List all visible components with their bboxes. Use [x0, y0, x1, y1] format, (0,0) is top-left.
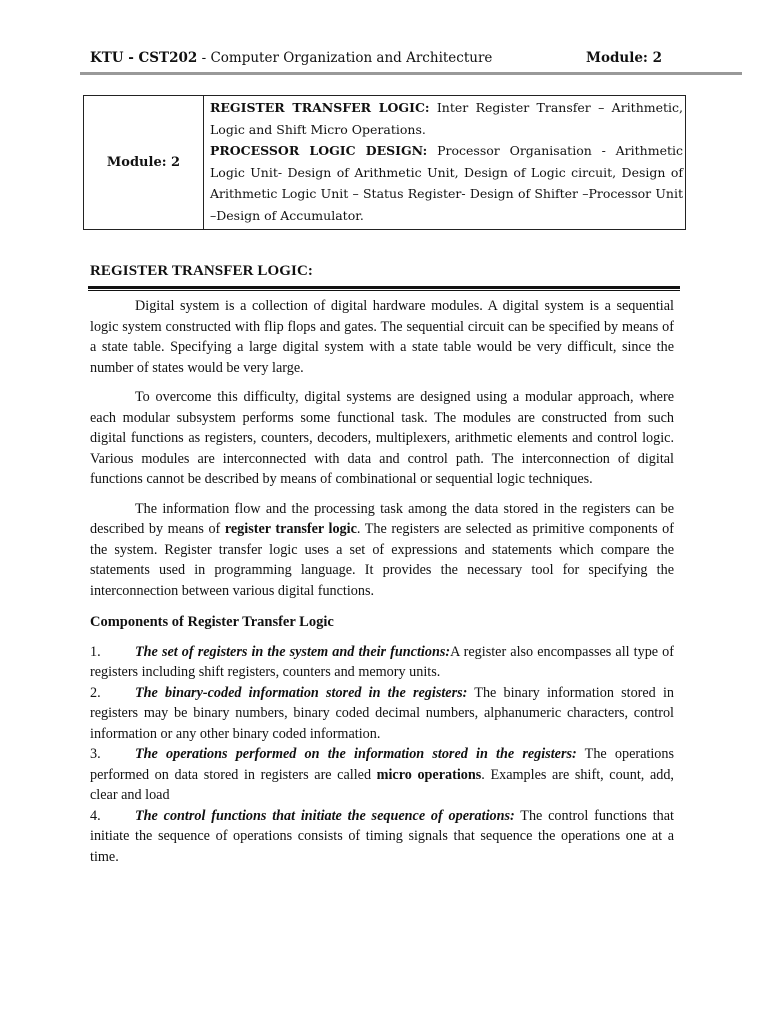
list-item-title: The binary-coded information stored in the registers:	[135, 684, 468, 701]
module-topic-1-text: Inter Register Transfer – Arithmetic, Logic and Shift Micro Operations.	[210, 100, 684, 137]
module-topic-1	[210, 97, 683, 140]
module-topic-2-heading: PROCESSOR LOGIC DESIGN:	[210, 143, 428, 158]
course-name: Computer Organization and Architecture	[210, 50, 493, 66]
components-heading: Components of Register Transfer Logic	[90, 614, 334, 630]
paragraph-1: Digital system is a collection of digital hardware modules. A digital system is a sequential logic system constructed with flip flops and gates. The sequential circuit can be specified by means of a state table. Specifying a large digital system with a state table would be very difficult, since the number of states would be very large.	[90, 298, 674, 376]
module-topic-2-text: Processor Organisation - Arithmetic Logic Unit- Design of Arithmetic Unit, Design of Logic circuit, Design of Arithmetic Logic Unit – Status Register- Design of Shifter –Processor Unit –Design of Accumulator.	[210, 143, 683, 223]
module-description-cell	[204, 96, 686, 230]
section-rule-thick	[88, 286, 680, 289]
section-rule-thin	[88, 290, 680, 291]
list-item	[90, 642, 674, 683]
document-body	[90, 296, 674, 867]
list-item-text: The binary information stored in registers may be binary numbers, binary coded decimal numbers, alphanumeric characters, control information or any other binary coded information.	[90, 684, 674, 742]
module-topic-2	[210, 140, 683, 226]
course-separator: -	[197, 50, 211, 66]
list-item	[90, 744, 674, 806]
list-item-text: The control functions that initiate the sequence of operations consists of timing signals that sequence the operations one at a time.	[90, 807, 674, 865]
paragraph-3-bold: register transfer logic	[224, 521, 357, 537]
header-module-label: Module: 2	[586, 50, 662, 66]
table-row	[84, 96, 686, 230]
list-item-title: The control functions that initiate the sequence of operations:	[135, 807, 515, 824]
course-code: KTU - CST202	[90, 50, 198, 66]
section-title: REGISTER TRANSFER LOGIC:	[90, 263, 314, 279]
list-item-text-a: The operations performed on data stored in registers are called	[90, 746, 674, 783]
list-item-text: A register also encompasses all type of registers including shift registers, counters and memory units.	[90, 643, 675, 680]
paragraph-3	[90, 499, 674, 602]
header-divider	[80, 72, 742, 75]
list-item-title: The operations performed on the information stored in the registers:	[135, 746, 577, 762]
module-label-cell: Module: 2	[84, 96, 204, 230]
list-item	[90, 683, 674, 745]
module-topic-1-heading: REGISTER TRANSFER LOGIC:	[210, 100, 430, 115]
list-item-number: 3.	[90, 746, 101, 762]
module-syllabus-table	[83, 95, 686, 230]
list-item-title: The set of registers in the system and their functions:	[135, 643, 451, 660]
list-item-number: 4.	[90, 807, 101, 824]
paragraph-3-text-a: The information flow and the processing task among the data stored in the registers can be described by means of	[90, 500, 674, 537]
list-item-number: 1.	[90, 643, 101, 660]
paragraph-2: To overcome this difficulty, digital systems are designed using a modular approach, where each modular subsystem performs some functional task. The modules are constructed from such digital functions as registers, counters, decoders, multiplexers, arithmetic elements and control logic. Various modules are interconnected with data and control path. The interconnection of digital functions cannot be described by means of combinational or sequential logic techniques.	[90, 389, 674, 487]
list-item-text-bold: micro operations	[376, 766, 482, 783]
paragraph-3-text-b: . The registers are selected as primitive components of the system. Register transfer logic uses a set of expressions and statements which compare the statements used in programming language. It provides the necessary tool for specifying the interconnection between various digital functions.	[90, 521, 674, 599]
page-header	[90, 50, 662, 70]
list-item-text-b: . Examples are shift, count, add, clear and load	[90, 766, 674, 803]
course-title	[90, 50, 492, 66]
list-item-number: 2.	[90, 684, 101, 701]
list-item	[90, 806, 674, 868]
